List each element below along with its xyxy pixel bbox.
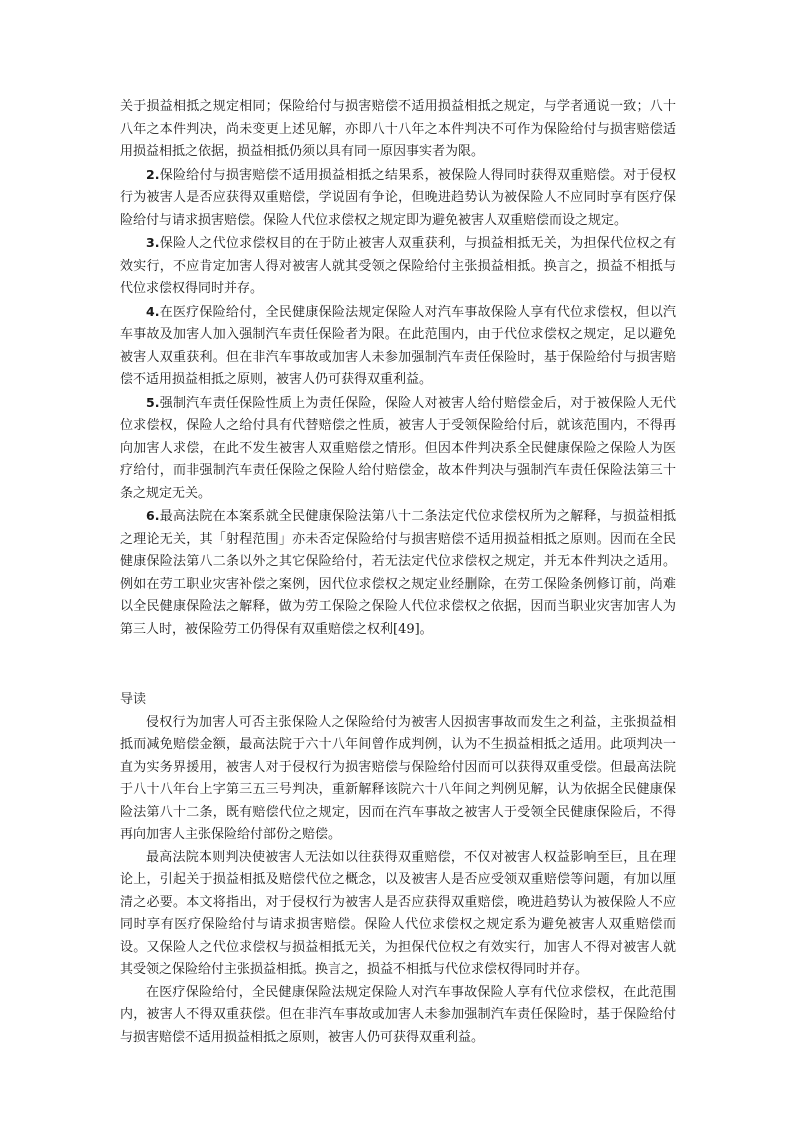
section-heading: 导读 [120,692,147,707]
numbered-paragraph-4 [120,301,676,392]
numbered-paragraph-3 [120,232,676,301]
section-spacer [120,641,676,689]
paragraph-text: 最高法院在本案系就全民健康保险法第八十二条法定代位求偿权所为之解释，与损益相抵之理论无关，其「射程范围」亦未否定保险给付与损害赔偿不适用损益相抵之原则。因而在全民健康保险法第八二条以外之其它保险给付，若无法定代位求偿权之规定，并无本件判决之适用。例如在劳工职业灾害补偿之案例，因代位求偿权之规定业经删除，在劳工保险条例修订前，尚难以全民健康保险法之解释，做为劳工保险之保险人代位求偿权之依据，因而当职业灾害加害人为第三人时，被保险劳工仍得保有双重赔偿之权利[49]。 [120,509,676,637]
paragraph-number: 6. [146,508,160,523]
paragraph-text: 保险人之代位求偿权目的在于防止被害人双重获利，与损益相抵无关，为担保代位权之有效实行，不应肯定加害人得对被害人就其受领之保险给付主张损益相抵。换言之，损益不相抵与代位求偿权得同时并存。 [120,236,676,296]
intro-paragraph-1 [120,712,676,847]
paragraph-number: 3. [146,235,160,250]
intro-paragraph-3 [120,982,676,1050]
paragraph-number: 5. [146,394,160,410]
numbered-paragraph-5 [120,392,676,506]
paragraph-text: 强制汽车责任保险性质上为责任保险，保险人对被害人给付赔偿金后，对于被保险人无代位求偿权，保险人之给付具有代替赔偿之性质，被害人于受领保险给付后，就该范围内，不得再向加害人求偿，在此不发生被害人双重赔偿之情形。但因本件判决系全民健康保险之保险人为医疗给付，而非强制汽车责任保险之保险人给付赔偿金，故本件判决与强制汽车责任保险法第三十条之规定无关。 [120,395,676,501]
paragraph-text: 在医疗保险给付，全民健康保险法规定保险人对汽车事故保险人享有代位求偿权，在此范围内，被害人不得双重获偿。但在非汽车事故或加害人未参加强制汽车责任保险时，基于保险给付与损害赔偿不适用损益相抵之原则，被害人仍可获得双重利益。 [120,984,676,1045]
document-page [120,96,676,1049]
paragraph-text: 保险给付与损害赔偿不适用损益相抵之结果系，被保险人得同时获得双重赔偿。对于侵权行为被害人是否应获得双重赔偿，学说固有争论，但晚进趋势认为被保险人不应同时享有医疗保险给付与请求损害赔偿。保险人代位求偿权之规定即为避免被害人双重赔偿而设之规定。 [120,167,676,228]
paragraph-number: 2. [146,166,160,182]
paragraph-text: 最高法院本则判决使被害人无法如以往获得双重赔偿，不仅对被害人权益影响至巨，且在理论上，引起关于损益相抵及赔偿代位之概念，以及被害人是否应受领双重赔偿等问题，有加以厘清之必要。本文将指出，对于侵权行为被害人是否应获得双重赔偿，晚进趋势认为被保险人不应同时享有医疗保险给付与请求损害赔偿。保险人代位求偿权之规定系为避免被害人双重赔偿而设。又保险人之代位求偿权与损益相抵无关，为担保代位权之有效实行，加害人不得对被害人就其受领之保险给付主张损益相抵。换言之，损益不相抵与代位求偿权得同时并存。 [120,849,676,977]
paragraph-text: 在医疗保险给付，全民健康保险法规定保险人对汽车事故保险人享有代位求偿权，但以汽车事故及加害人加入强制汽车责任保险者为限。在此范围内，由于代位求偿权之规定，足以避免被害人双重获利。但在非汽车事故或加害人未参加强制汽车责任保险时，基于保险给付与损害赔偿不适用损益相抵之原则，被害人仍可获得双重利益。 [120,304,676,387]
intro-paragraph-2 [120,847,676,982]
paragraph-number: 4. [146,303,160,319]
paragraph-text: 关于损益相抵之规定相同；保险给付与损害赔偿不适用损益相抵之规定，与学者通说一致；八十八年之本件判决，尚未变更上述见解，亦即八十八年之本件判决不可作为保险给付与损害赔偿适用损益相抵之依据，损益相抵仍须以具有同一原因事实者为限。 [120,99,676,159]
numbered-paragraph-6 [120,505,676,641]
paragraph-continued [120,96,676,164]
numbered-paragraph-2 [120,164,676,233]
paragraph-text: 侵权行为加害人可否主张保险人之保险给付为被害人因损害事故而发生之利益，主张损益相抵而减免赔偿金额，最高法院于六十八年间曾作成判例，认为不生损益相抵之适用。此项判决一直为实务界援用，被害人对于侵权行为损害赔偿与保险给付因而可以获得双重受偿。但最高法院于八十八年台上字第三五三号判决，重新解释该院六十八年间之判例见解，认为依据全民健康保险法第八十二条，既有赔偿代位之规定，因而在汽车事故之被害人于受领全民健康保险后，不得再向加害人主张保险给付部份之赔偿。 [120,714,676,842]
